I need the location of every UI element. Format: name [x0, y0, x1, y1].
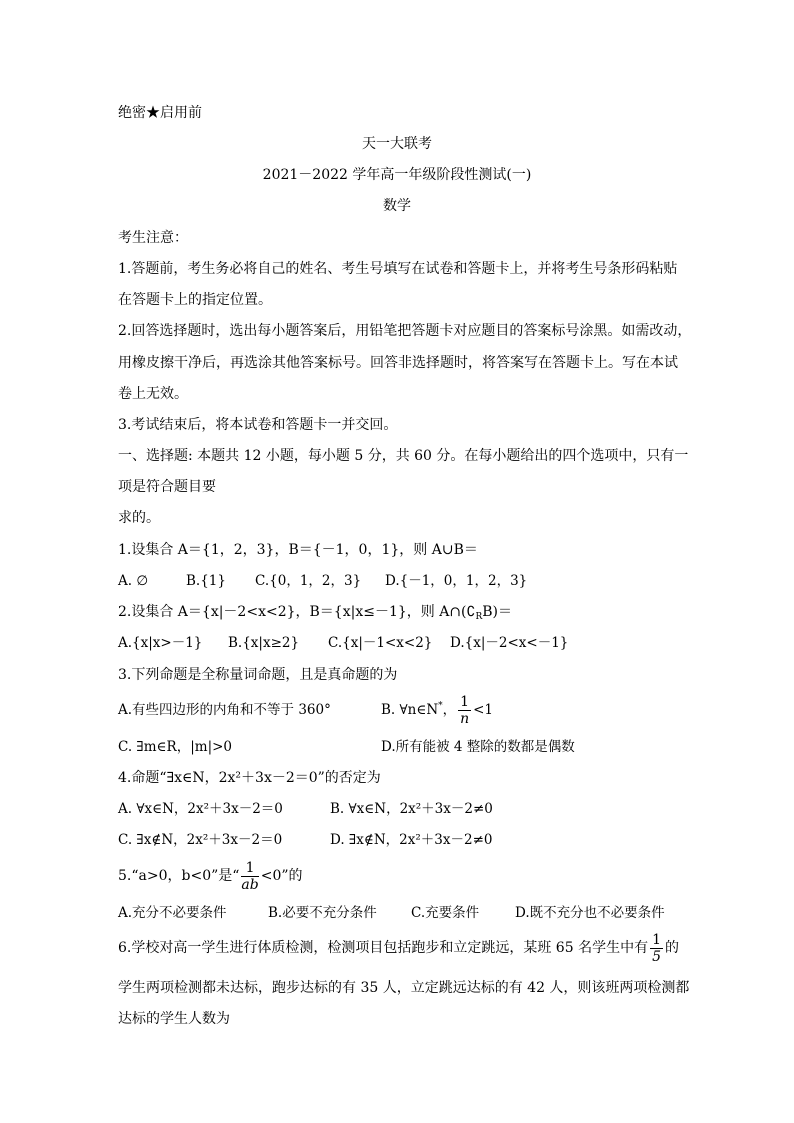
q2-stem-post: B)＝: [482, 604, 512, 620]
q4-option-b: B. ∀x∈N，2x²＋3x－2≠0: [330, 801, 493, 817]
q3-option-b-post: <1: [473, 702, 493, 718]
notice-item-1b: 在答题卡上的指定位置。: [118, 292, 272, 308]
q2-stem-pre: 2.设集合 A＝{x|－2<x<2}，B＝{x|x≤－1}，则 A∩(∁: [118, 604, 476, 620]
q6-line-3: 达标的学生人数为: [118, 1011, 230, 1027]
q5-stem-post: <0”的: [260, 868, 303, 884]
q3-option-d: D.所有能被 4 整除的数都是偶数: [381, 739, 575, 755]
q5-fraction-den: ab: [241, 876, 259, 893]
section-heading-3: 求的。: [118, 510, 160, 526]
notice-item-2b: 用橡皮擦干净后，再选涂其他答案标号。回答非选择题时，将答案写在答题卡上。写在本试: [118, 355, 678, 371]
exam-title: 2021－2022 学年高一年级阶段性测试(一): [262, 167, 532, 183]
q1-option-b: B.{1}: [186, 573, 226, 589]
q4-stem: 4.命题“∃x∈N，2x²＋3x－2＝0”的否定为: [118, 770, 381, 786]
q6-line-1-pre: 6.学校对高一学生进行体质检测，检测项目包括跑步和立定跳远，某班 65 名学生中有: [118, 940, 649, 956]
q5-option-b: B.必要不充分条件: [268, 905, 377, 921]
q6-line-2: 学生两项检测都未达标，跑步达标的有 35 人，立定跳远达标的有 42 人，则该班两项检测都: [118, 980, 690, 996]
notice-item-1a: 1.答题前，考生务必将自己的姓名、考生号填写在试卷和答题卡上，并将考生号条形码粘贴: [118, 261, 678, 277]
notice-title: 考生注意：: [118, 230, 188, 246]
org-title: 天一大联考: [362, 136, 432, 152]
section-heading-2: 项是符合题目要: [118, 479, 216, 495]
q1-stem: 1.设集合 A＝{1，2，3}，B＝{－1，0，1}，则 A∪B＝: [118, 542, 478, 558]
q2-stem-sub: R: [475, 612, 483, 622]
notice-item-2a: 2.回答选择题时，选出每小题答案后，用铅笔把答题卡对应题目的答案标号涂黑。如需改动，: [118, 323, 692, 339]
q4-option-c: C. ∃x∉N，2x²＋3x－2＝0: [118, 832, 283, 848]
q3-option-b-comma: ，: [442, 702, 457, 718]
q5-option-c: C.充要条件: [411, 905, 480, 921]
q6-line-1: [118, 928, 679, 968]
q5-option-d: D.既不充分也不必要条件: [515, 905, 665, 921]
q3-fraction-den: n: [460, 711, 470, 727]
q2-option-b: B.{x|x≥2}: [228, 635, 300, 651]
q2-option-a: A.{x|x>－1}: [118, 635, 203, 651]
q3-fraction-num: 1: [460, 694, 470, 710]
q3-stem: 3.下列命题是全称量词命题，且是真命题的为: [118, 667, 398, 683]
q3-option-b-pre: B. ∀n∈N: [381, 702, 439, 718]
section-heading-1: 一、选择题: 本题共 12 小题，每小题 5 分，共 60 分。在每小题给出的四个选项中，只有一: [118, 448, 689, 464]
notice-item-2c: 卷上无效。: [118, 386, 188, 402]
q5-fraction: [241, 860, 258, 893]
q2-option-d: D.{x|－2<x<－1}: [450, 635, 569, 651]
q2-stem: [118, 602, 512, 622]
q5-fraction-num: 1: [241, 860, 258, 877]
notice-item-3: 3.考试结束后，将本试卷和答题卡一并交回。: [118, 417, 398, 433]
q6-fraction-den: 5: [652, 948, 661, 965]
q5-stem-pre: 5.“a>0，b<0”是“: [118, 868, 240, 884]
q2-option-c: C.{x|－1<x<2}: [328, 635, 433, 651]
q3-fraction: [458, 694, 471, 727]
q3-option-b: [381, 690, 493, 730]
q6-line-1-post: 的: [665, 940, 679, 956]
subject-title: 数学: [383, 198, 411, 214]
q6-fraction-num: 1: [652, 931, 661, 948]
q3-option-b-sup: *: [438, 701, 443, 711]
q3-option-a: A.有些四边形的内角和不等于 360°: [118, 702, 331, 718]
q1-option-c: C.{0，1，2，3}: [255, 573, 362, 589]
q3-option-c: C. ∃m∈R，|m|>0: [118, 739, 233, 755]
q4-option-a: A. ∀x∈N，2x²＋3x－2＝0: [118, 801, 283, 817]
secret-label: 绝密★启用前: [118, 105, 202, 121]
q5-stem: [118, 856, 303, 896]
q4-option-d: D. ∃x∉N，2x²＋3x－2≠0: [330, 832, 493, 848]
q5-option-a: A.充分不必要条件: [118, 905, 227, 921]
q6-fraction: [650, 932, 663, 965]
q1-option-d: D.{－1，0，1，2，3}: [385, 573, 528, 589]
q1-option-a: A. ∅: [118, 573, 149, 589]
